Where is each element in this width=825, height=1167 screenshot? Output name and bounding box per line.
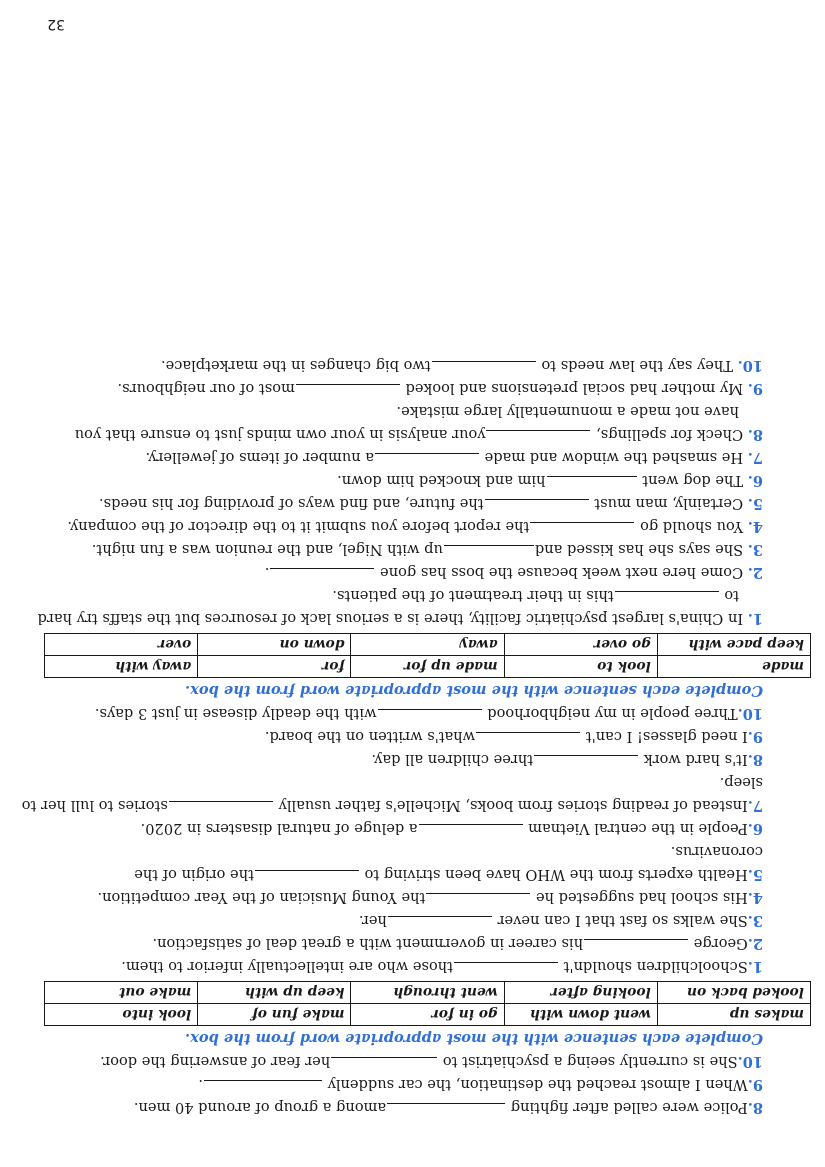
question-number: 7. (747, 797, 763, 814)
answer-blank[interactable] (270, 568, 374, 583)
question-b5-cont (61, 840, 763, 863)
word-box-cell: away with (45, 656, 198, 678)
question-text: sleep. (719, 774, 763, 791)
question-b9 (61, 725, 763, 748)
question-c4 (61, 515, 763, 538)
question-number: 8. (747, 1099, 763, 1116)
answer-blank[interactable] (615, 591, 719, 606)
answer-blank[interactable] (375, 453, 479, 468)
answer-blank[interactable] (454, 962, 558, 977)
question-text: Schoolchildren shouldn't (563, 958, 748, 975)
word-box-cell: made (657, 656, 810, 678)
question-text: the future, and find ways of providing for his needs. (98, 495, 484, 512)
word-box-cell: looked back on (657, 982, 810, 1004)
question-text: You should go (640, 518, 744, 535)
word-box-cell: over (45, 634, 198, 656)
question-text: His school had suggested he (535, 889, 748, 906)
question-text: three children all day. (371, 751, 534, 768)
word-box-cell: makes up (657, 1004, 810, 1026)
question-c5 (61, 492, 763, 515)
question-b7-cont (61, 771, 763, 794)
question-text: those who are intellectually inferior to them. (121, 958, 454, 975)
question-c2 (61, 561, 763, 584)
question-text: People in the central Vietnam (528, 820, 748, 837)
word-box-row (45, 1004, 811, 1026)
word-box-cell: went through (351, 982, 504, 1004)
question-text: Certainly, man must (594, 495, 744, 512)
question-text: They say the law needs to (541, 357, 733, 374)
question-b3 (61, 909, 763, 932)
question-text: her fear of answering the door. (100, 1053, 331, 1070)
question-text: have not made a monumentally large mistake. (396, 403, 739, 420)
question-c6 (61, 469, 763, 492)
word-box-cell: away (351, 634, 504, 656)
question-number: 9. (747, 380, 763, 397)
answer-blank[interactable] (444, 545, 534, 560)
question-text: Health experts from the WHO have been striving to (364, 866, 748, 883)
answer-blank[interactable] (485, 499, 589, 514)
answer-blank[interactable] (296, 384, 400, 399)
question-number: 10. (737, 705, 763, 722)
question-number: 5. (747, 866, 763, 883)
question-number: 6. (747, 820, 763, 837)
question-text: with the deadly disease in just 3 days. (94, 705, 377, 722)
question-text: stories to lull her to (21, 797, 168, 814)
question-text: his career in government with a great deal of satisfaction. (152, 935, 584, 952)
question-text: Instead of reading stories from books, Michelle's father usually (278, 797, 748, 814)
question-number: 8. (747, 426, 763, 443)
answer-blank[interactable] (255, 870, 359, 885)
question-b6 (61, 817, 763, 840)
question-b7 (21, 794, 763, 817)
question-number: 5. (747, 495, 763, 512)
question-c1 (37, 607, 763, 630)
question-c7 (61, 446, 763, 469)
question-b1 (61, 955, 763, 978)
question-text: Come here next week because the boss has gone (380, 564, 744, 581)
worksheet-content (21, 354, 804, 1119)
answer-blank[interactable] (432, 361, 536, 376)
question-text: Police were called after fighting (510, 1099, 748, 1116)
answer-blank[interactable] (387, 1103, 505, 1118)
question-a10 (61, 1050, 763, 1073)
question-text: My mother had social pretensions and looked (405, 380, 744, 397)
question-text: She is currently seeing a psychiatrist to (442, 1053, 738, 1070)
question-text: When I almost reached the destination, the car suddenly (327, 1076, 748, 1093)
word-box-cell: made up for (351, 656, 504, 678)
question-number: 3. (747, 541, 763, 558)
question-text: . (264, 564, 270, 581)
question-text: him and knocked him down. (337, 472, 546, 489)
question-number: 10. (737, 357, 763, 374)
question-text: this in their treatment of the patients. (332, 587, 614, 604)
question-number: 6. (747, 472, 763, 489)
question-number: 3. (747, 912, 763, 929)
page-number: 32 (47, 16, 65, 32)
question-number: 8. (747, 751, 763, 768)
question-number: 10. (737, 1053, 763, 1070)
answer-blank[interactable] (388, 916, 492, 931)
question-text: a deluge of natural disasters in 2020. (140, 820, 418, 837)
answer-blank[interactable] (486, 430, 590, 445)
question-text: the report before you submit it to the director of the company. (67, 518, 530, 535)
answer-blank[interactable] (331, 1057, 437, 1072)
word-box-row (45, 634, 811, 656)
answer-blank[interactable] (530, 522, 634, 537)
question-text: She says she has kissed and (534, 541, 744, 558)
word-box-row (45, 656, 811, 678)
question-number: 4. (747, 518, 763, 535)
question-b8 (61, 748, 763, 771)
section-b-instruction: Complete each sentence with the most appropriate word from the box. (185, 1030, 763, 1047)
question-b10 (61, 702, 763, 725)
question-c3 (61, 538, 763, 561)
answer-blank[interactable] (204, 1080, 322, 1095)
word-box-cell: make out (45, 982, 198, 1004)
answer-blank[interactable] (426, 893, 530, 908)
question-text: . (198, 1076, 203, 1093)
word-box-cell: keep pace with (657, 634, 810, 656)
question-text: a number of items of jewellery. (145, 449, 374, 466)
word-box-cell: go in for (351, 1004, 504, 1026)
question-text: the origin of the (134, 866, 254, 883)
question-text: The dog went (642, 472, 744, 489)
word-box-cell: went down with (504, 1004, 657, 1026)
answer-blank[interactable] (584, 939, 688, 954)
question-text: most of our neighbours. (117, 380, 295, 397)
answer-blank[interactable] (419, 824, 523, 839)
question-text: I need glasses! I can't (585, 728, 748, 745)
question-number: 1. (747, 958, 763, 975)
question-number: 2. (747, 935, 763, 952)
question-text: Check for spellings, (596, 426, 744, 443)
question-number: 4. (747, 889, 763, 906)
question-text: the Young Musician of the Year competition. (97, 889, 426, 906)
question-a9 (61, 1073, 763, 1096)
question-c8-cont (61, 400, 763, 423)
question-b2 (61, 932, 763, 955)
word-box-cell: keep up with (198, 982, 351, 1004)
word-box-cell: for (198, 656, 351, 678)
question-text: She walks so fast that I can never (497, 912, 748, 929)
question-text: Three people in my neighborhood (487, 705, 738, 722)
section-c-instruction: Complete each sentence with the most appropriate word from the box. (185, 682, 763, 699)
word-box-row (45, 982, 811, 1004)
word-box-cell: go over (504, 634, 657, 656)
section-b-word-box (44, 981, 811, 1026)
question-c8 (61, 423, 763, 446)
question-number: 7. (747, 449, 763, 466)
question-number: 2. (747, 564, 763, 581)
answer-blank[interactable] (534, 755, 638, 770)
question-text: her. (358, 912, 387, 929)
question-c9 (61, 377, 763, 400)
question-text: It's hard work (643, 751, 748, 768)
question-text: what's written on the board. (264, 728, 476, 745)
question-text: George (693, 935, 748, 952)
word-box-cell: down on (198, 634, 351, 656)
word-box-cell: look to (504, 656, 657, 678)
word-box-cell: look into (45, 1004, 198, 1026)
question-c1-cont (61, 584, 763, 607)
question-text: your analysis in your own minds just to ensure that you (74, 426, 486, 443)
answer-blank[interactable] (547, 476, 637, 491)
question-text: up with Nigel, and the reunion was a fun night. (91, 541, 443, 558)
answer-blank[interactable] (169, 801, 273, 816)
section-c-word-box (44, 633, 811, 678)
question-b5 (61, 863, 763, 886)
word-box-cell: make fun of (198, 1004, 351, 1026)
word-box-cell: looking after (504, 982, 657, 1004)
question-number: 9. (747, 728, 763, 745)
question-text: to (724, 587, 739, 604)
question-text: coronavirus. (670, 843, 763, 860)
question-text: He smashed the window and made (484, 449, 744, 466)
question-text: among a group of around 40 men. (133, 1099, 387, 1116)
question-number: 9. (747, 1076, 763, 1093)
answer-blank[interactable] (476, 732, 580, 747)
answer-blank[interactable] (378, 709, 482, 724)
question-text: In China's largest psychiatric facility, there is a serious lack of resources but the staffs try hard (37, 610, 744, 627)
question-c10 (61, 354, 763, 377)
question-b4 (61, 886, 763, 909)
question-text: two big changes in the marketplace. (160, 357, 431, 374)
question-number: 1. (747, 610, 763, 627)
question-a8 (61, 1096, 763, 1119)
